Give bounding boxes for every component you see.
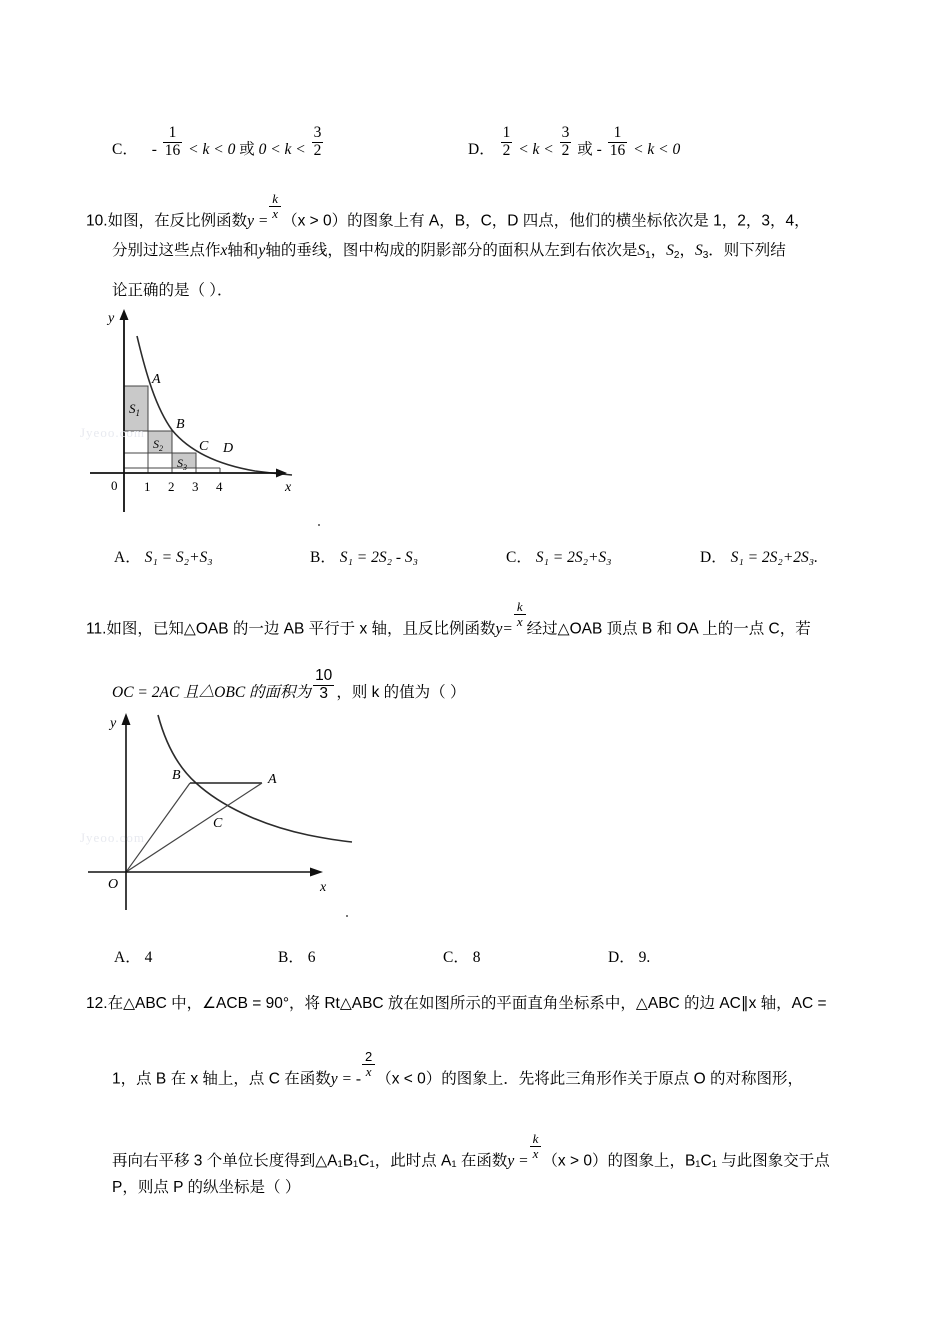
option-d-inequality-1: < k < [518,140,554,158]
option-d-fraction-3-2: $\frac{3}{2}$ [561,124,570,159]
shaded-label-s2: $S_2$ [153,437,163,453]
shaded-label-s1: $S_1$ [129,401,140,418]
q10-line-2: 分别过这些点作x轴和y轴的垂线，图中构成的阴影部分的面积从左到右依次是$S_1$，$S_2$，$S_3$．则下列结 [112,242,786,261]
q10-line2-x: x [220,242,228,259]
q10-fraction-k-over-x: $\frac{k}{x}$ [269,192,281,220]
option-d-inequality-2: < k < 0 [633,140,681,158]
point-label-b: B [172,768,181,783]
q11-option-c-label: C． [443,949,469,966]
q10-line2-end: ．则下列结 [708,242,786,259]
q12-line-4: P，则点 P 的纵坐标是（ ） [112,1179,301,1196]
q12-line-3 [112,1131,830,1170]
watermark-q11: Jyeoo.com [80,830,145,845]
q10-option-c-label: C． [506,549,532,566]
segment-oa [126,783,262,872]
x-tick-label-2: 2 [168,479,175,494]
q10-option-d[interactable] [700,545,818,567]
point-label-d: D [223,441,234,456]
q12-y-equals: y = [507,1152,529,1170]
option-d-top [468,124,681,164]
q12-line2-text-a: 1，点 B 在 x 轴上，点 C 在函数 [112,1070,331,1088]
point-label-c: C [213,816,223,831]
q11-y-equals: y= [495,620,513,638]
q10-option-b-text: S₁ = 2S₂ - S₃ [339,549,419,566]
q10-s2-subscript: 2 [673,250,680,261]
option-d-neg: - [596,140,602,158]
point-label-b: B [176,417,185,432]
stray-mark-q10 [318,524,320,526]
option-c-inequality-1: < k < 0 [188,140,236,158]
point-label-a: A [268,772,277,787]
q11-diagram-svg [80,705,380,920]
q10-option-d-label: D． [700,549,727,566]
q12-number: 12. [86,995,108,1012]
q12-y-equals-neg: y = - [330,1070,362,1088]
hyperbola-curve [137,336,292,475]
option-d-fraction-1-16: $\frac{1}{16}$ [609,124,626,159]
q10-option-c[interactable] [506,545,612,567]
hyperbola-curve [158,715,352,842]
x-axis-arrow [276,469,287,478]
q10-s2-symbol: S [666,242,674,259]
q11-line-1 [86,599,811,638]
q11-option-b-text: 6 [307,949,316,966]
q10-option-a-label: A． [114,549,141,566]
q12-fraction-2-over-x: $\frac{2}{x}$ [362,1050,375,1078]
q10-s1-symbol: S [637,242,646,259]
q10-option-c-text: S₁ = 2S₂+S₃ [535,549,612,566]
q11-option-b[interactable] [278,945,315,967]
q10-option-a[interactable] [114,545,213,567]
q12-line-2 [112,1049,803,1088]
q11-option-a[interactable] [114,945,152,967]
option-c-top [112,124,325,164]
q11-line-2 [112,667,466,707]
option-c-or: 或 [239,140,255,158]
segment-ob [126,783,190,872]
q10-option-d-text: S₁ = 2S₂+2S₃. [730,549,819,566]
q10-line-3: 论正确的是（ ）． [112,282,233,299]
x-tick-label-3: 3 [192,479,199,494]
option-d-label: D． [468,140,495,158]
q11-number: 11. [86,620,107,638]
q10-line1-text-b: （x > 0）的图象上有 A，B，C，D 四点，他们的横坐标依次是 1，2，3，4， [282,212,810,230]
option-c-fraction-1-16: $\frac{1}{16}$ [164,124,181,159]
x-axis-label: x [320,880,327,895]
q11-option-c[interactable] [443,945,480,967]
x-tick-label-1: 1 [144,479,151,494]
stray-mark-q11 [346,915,348,917]
q10-figure [80,300,340,530]
q12-line-1 [86,996,827,1012]
q11-fraction-10-over-3: $\frac{10}{3}$ [315,667,333,702]
q11-option-b-label: B． [278,949,304,966]
x-axis-label: x [285,480,292,495]
q11-line2-text-a: OC = 2AC 且△OBC 的面积为 [112,683,312,701]
option-c-inequality-2: 0 < k < [258,140,306,158]
q10-line-1 [86,191,810,230]
q12-line3-text-b: （x > 0）的图象上，B₁C₁ 与此图象交于点 [542,1152,830,1170]
watermark-q10: Jyeoo.com [80,425,145,440]
point-label-a: A [152,372,161,387]
q11-option-a-text: 4 [144,949,153,966]
q10-y-equals: y = [247,212,269,230]
q10-line2-post: 轴的垂线，图中构成的阴影部分的面积从左到右依次是 [265,242,638,259]
q12-line1-text: 在△ABC 中，∠ACB = 90°，将 Rt△ABC 放在如图所示的平面直角坐标系中，△ABC 的边 AC∥x 轴，AC = [107,995,827,1012]
q11-line2-text-b: ，则 k 的值为（ ） [336,683,466,701]
q10-option-a-text: S₁ = S₂+S₃ [144,549,213,566]
q11-line1-text-b: 经过△OAB 顶点 B 和 OA 上的一点 C，若 [526,620,811,638]
q10-line2-mid: 轴和 [227,242,259,259]
point-label-c: C [199,439,209,454]
q10-diagram-svg [80,300,340,530]
q10-s1-subscript: 1 [645,250,651,261]
q10-line2-y: y [258,242,266,259]
option-c-label: C． [112,140,138,158]
q11-option-d-text: 9. [638,949,651,966]
y-axis-arrow [120,309,129,320]
q10-s3-symbol: S [694,242,703,259]
q10-number: 10. [86,212,108,230]
x-axis-arrow [310,868,323,877]
q11-fraction-k-over-x: $\frac{k}{x}$ [514,600,526,628]
q11-option-a-label: A． [114,949,141,966]
q11-option-c-text: 8 [472,949,481,966]
q11-figure [80,705,380,920]
q10-line2-pre: 分别过这些点作 [112,242,221,259]
origin-label: O [108,877,119,892]
origin-label: 0 [111,478,118,493]
q11-option-d-label: D． [608,949,635,966]
option-d-fraction-1-2: $\frac{1}{2}$ [502,124,511,159]
x-tick-label-4: 4 [216,479,223,494]
y-axis-arrow [122,713,131,725]
q12-line3-text-a: 再向右平移 3 个单位长度得到△A₁B₁C₁，此时点 A₁ 在函数 [112,1152,508,1170]
q12-line2-text-b: （x < 0）的图象上．先将此三角形作关于原点 O 的对称图形， [376,1070,803,1088]
option-c-fraction-3-2: $\frac{3}{2}$ [313,124,322,159]
q10-option-b[interactable] [310,545,418,567]
q10-option-b-label: B． [310,549,336,566]
shaded-label-s3: $S_3$ [177,456,187,472]
option-c-neg: - [151,140,157,158]
y-axis-label: y [108,311,115,326]
q10-line1-text-a: 如图，在反比例函数 [107,212,248,230]
q11-line1-text-a: 如图，已知△OAB 的一边 AB 平行于 x 轴，且反比例函数 [106,620,496,638]
y-axis-label: y [110,716,117,731]
q10-s3-subscript: 3 [702,250,709,261]
option-d-or: 或 [577,140,593,158]
q11-option-d[interactable] [608,945,650,967]
q12-fraction-k-over-x: $\frac{k}{x}$ [530,1132,542,1160]
